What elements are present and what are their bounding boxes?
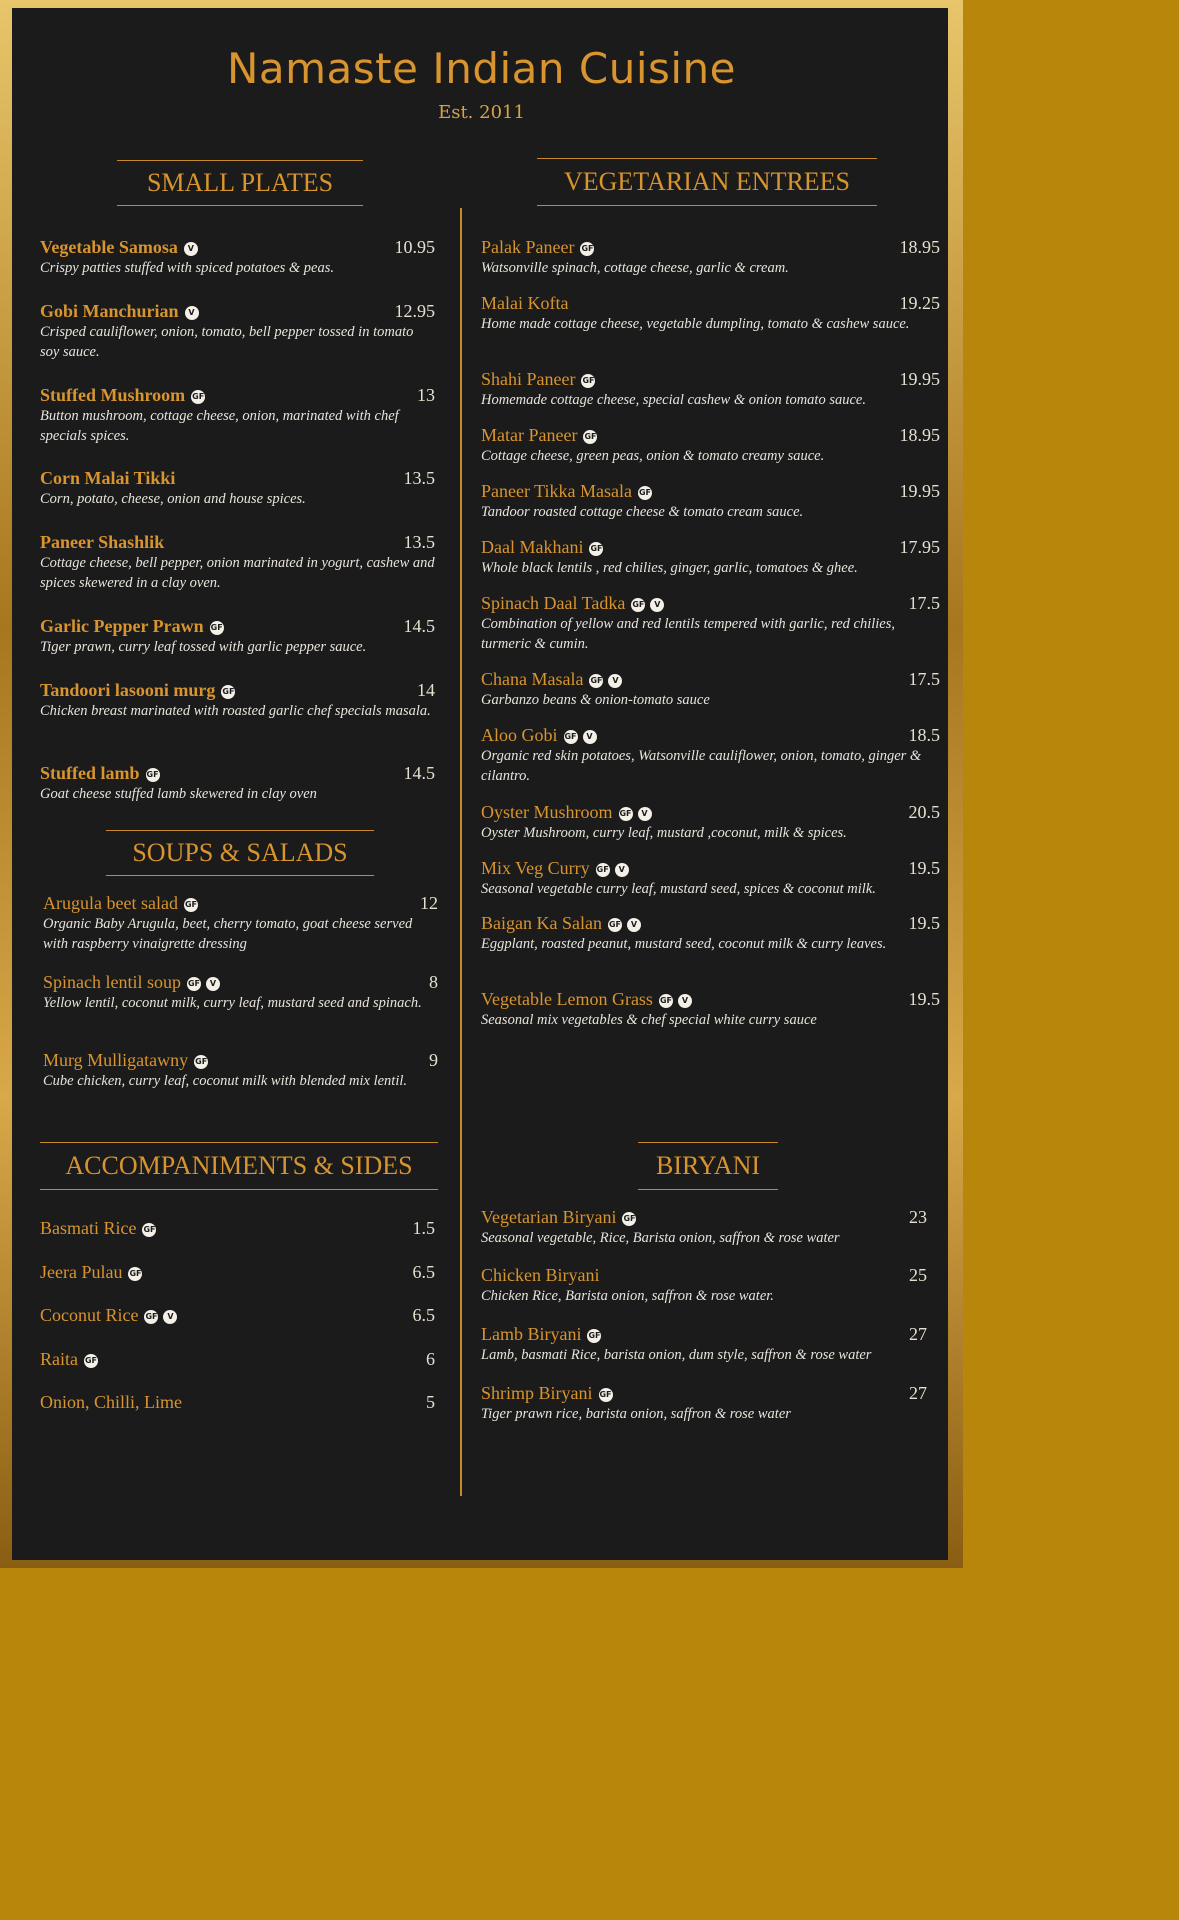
- item-name: Spinach Daal Tadka: [481, 593, 626, 613]
- item-name: Chicken Biryani: [481, 1265, 600, 1285]
- item-price: 6.5: [412, 1305, 435, 1325]
- menu-item-header: [40, 1305, 435, 1325]
- menu-item-header: [481, 293, 940, 313]
- item-description: Corn, potato, cheese, onion and house spices.: [40, 491, 306, 507]
- menu-item-header: [481, 913, 940, 933]
- menu-item-header: [40, 616, 435, 636]
- item-description: Button mushroom, cottage cheese, onion, marinated with chef specials spices.: [40, 408, 399, 444]
- menu-item: [43, 972, 438, 1013]
- item-description: Organic Baby Arugula, beet, cherry tomato, goat cheese served with raspberry vinaigrette dressing: [43, 916, 413, 952]
- gluten-free-icon: GF: [599, 1388, 613, 1402]
- item-price: 19.5: [908, 858, 940, 878]
- item-name: Raita: [40, 1349, 78, 1369]
- item-price: 9: [429, 1050, 438, 1070]
- item-description: Lamb, basmati Rice, barista onion, dum style, saffron & rose water: [481, 1347, 872, 1363]
- item-price: 14.5: [403, 616, 435, 636]
- item-price: 1.5: [412, 1218, 435, 1238]
- item-name: Aloo Gobi: [481, 725, 558, 745]
- vegan-icon: V: [615, 863, 629, 877]
- menu-item-header: [43, 1050, 438, 1070]
- column-divider: [460, 208, 462, 1496]
- item-name: Oyster Mushroom: [481, 802, 613, 822]
- item-price: 6.5: [412, 1262, 435, 1282]
- menu-item: [481, 913, 940, 954]
- item-name: Lamb Biryani: [481, 1324, 582, 1344]
- item-description: Tandoor roasted cottage cheese & tomato cream sauce.: [481, 504, 804, 520]
- menu-item-header: [40, 385, 435, 405]
- item-description: Homemade cottage cheese, special cashew & onion tomato sauce.: [481, 392, 866, 408]
- gluten-free-icon: GF: [638, 486, 652, 500]
- item-price: 20.5: [908, 802, 940, 822]
- gluten-free-icon: GF: [221, 685, 235, 699]
- gluten-free-icon: GF: [631, 598, 645, 612]
- item-name: Baigan Ka Salan: [481, 913, 602, 933]
- restaurant-title: Namaste Indian Cuisine: [226, 44, 736, 93]
- item-price: 13: [417, 385, 435, 405]
- vegan-icon: V: [650, 598, 664, 612]
- menu-item: [40, 532, 435, 593]
- item-description: Tiger prawn rice, barista onion, saffron & rose water: [481, 1406, 791, 1422]
- menu-item-header: [40, 532, 435, 552]
- menu-item-header: [481, 237, 940, 257]
- item-price: 6: [426, 1349, 435, 1369]
- vegan-icon: V: [206, 977, 220, 991]
- item-price: 17.5: [908, 669, 940, 689]
- item-price: 13.5: [403, 532, 435, 552]
- gluten-free-icon: GF: [596, 863, 610, 877]
- menu-item-header: [481, 481, 940, 501]
- menu-item: [40, 1305, 435, 1325]
- gluten-free-icon: GF: [581, 374, 595, 388]
- item-price: 27: [909, 1383, 927, 1403]
- item-price: 25: [909, 1265, 927, 1285]
- item-name: Shrimp Biryani: [481, 1383, 593, 1403]
- item-price: 14: [417, 680, 435, 700]
- menu-item: [40, 1392, 435, 1412]
- item-price: 18.5: [908, 725, 940, 745]
- gluten-free-icon: GF: [583, 430, 597, 444]
- menu-item: [40, 680, 435, 721]
- menu-item-header: [40, 468, 435, 488]
- gluten-free-icon: GF: [146, 768, 160, 782]
- menu-item-header: [481, 725, 940, 745]
- menu-item-header: [481, 989, 940, 1009]
- menu-item: [481, 989, 940, 1030]
- menu-item-header: [40, 301, 435, 321]
- item-price: 23: [909, 1207, 927, 1227]
- item-name: Matar Paneer: [481, 425, 578, 445]
- item-name: Stuffed Mushroom: [40, 385, 186, 405]
- gluten-free-icon: GF: [210, 621, 224, 635]
- item-description: Organic red skin potatoes, Watsonville cauliflower, onion, tomato, ginger & cilantro.: [481, 748, 922, 784]
- item-description: Chicken Rice, Barista onion, saffron & rose water.: [481, 1288, 774, 1304]
- item-description: Seasonal vegetable curry leaf, mustard seed, spices & coconut milk.: [481, 881, 876, 897]
- item-price: 12.95: [394, 301, 435, 321]
- gluten-free-icon: GF: [184, 898, 198, 912]
- menu-item: [40, 385, 435, 446]
- item-name: Paneer Shashlik: [40, 532, 165, 552]
- item-price: 19.95: [899, 481, 940, 501]
- item-price: 12: [420, 893, 438, 913]
- item-name: Mix Veg Curry: [481, 858, 590, 878]
- item-description: Garbanzo beans & onion-tomato sauce: [481, 692, 710, 708]
- item-name: Malai Kofta: [481, 293, 569, 313]
- item-price: 14.5: [403, 763, 435, 783]
- menu-item: [481, 802, 940, 843]
- item-description: Chicken breast marinated with roasted garlic chef specials masala.: [40, 703, 431, 719]
- gluten-free-icon: GF: [191, 390, 205, 404]
- item-description: Goat cheese stuffed lamb skewered in clay oven: [40, 786, 317, 802]
- menu-item: [40, 301, 435, 362]
- item-name: Vegetable Lemon Grass: [481, 989, 653, 1009]
- item-name: Vegetable Samosa: [40, 237, 178, 257]
- gluten-free-icon: GF: [622, 1212, 636, 1226]
- item-description: Combination of yellow and red lentils tempered with garlic, red chilies, turmeric & cumin.: [481, 616, 896, 652]
- item-name: Gobi Manchurian: [40, 301, 179, 321]
- menu-item: [40, 763, 435, 804]
- gluten-free-icon: GF: [187, 977, 201, 991]
- item-price: 18.95: [899, 237, 940, 257]
- menu-item-header: [40, 680, 435, 700]
- item-name: Paneer Tikka Masala: [481, 481, 632, 501]
- menu-item-header: [481, 593, 940, 613]
- gluten-free-icon: GF: [608, 918, 622, 932]
- gluten-free-icon: GF: [659, 994, 673, 1008]
- item-description: Eggplant, roasted peanut, mustard seed, coconut milk & curry leaves.: [481, 936, 887, 952]
- menu-item-header: [481, 669, 940, 689]
- section-title-small-plates: SMALL PLATES: [117, 160, 363, 206]
- item-name: Corn Malai Tikki: [40, 468, 176, 488]
- menu-item: [481, 669, 940, 710]
- gluten-free-icon: GF: [589, 542, 603, 556]
- item-description: Oyster Mushroom, curry leaf, mustard ,coconut, milk & spices.: [481, 825, 847, 841]
- item-price: 5: [426, 1392, 435, 1412]
- item-price: 27: [909, 1324, 927, 1344]
- menu-item-header: [481, 1265, 927, 1285]
- menu-item-header: [481, 1207, 927, 1227]
- item-description: Seasonal mix vegetables & chef special white curry sauce: [481, 1012, 817, 1028]
- item-description: Crispy patties stuffed with spiced potatoes & peas.: [40, 260, 335, 276]
- item-price: 17.95: [899, 537, 940, 557]
- menu-item: [481, 1383, 927, 1424]
- item-description: Yellow lentil, coconut milk, curry leaf, mustard seed and spinach.: [43, 995, 422, 1011]
- item-description: Seasonal vegetable, Rice, Barista onion, saffron & rose water: [481, 1230, 840, 1246]
- menu-item: [40, 237, 435, 278]
- menu-item: [481, 369, 940, 410]
- item-name: Garlic Pepper Prawn: [40, 616, 204, 636]
- item-name: Daal Makhani: [481, 537, 584, 557]
- menu-item-header: [40, 1218, 435, 1238]
- item-price: 19.5: [908, 913, 940, 933]
- vegan-icon: V: [184, 242, 198, 256]
- menu-item-header: [40, 1349, 435, 1369]
- section-title-soups-salads: SOUPS & SALADS: [106, 830, 374, 876]
- menu-item-header: [40, 1392, 435, 1412]
- menu-item: [481, 481, 940, 522]
- menu-item-header: [481, 1383, 927, 1403]
- item-description: Crisped cauliflower, onion, tomato, bell pepper tossed in tomato soy sauce.: [40, 324, 414, 360]
- item-name: Tandoori lasooni murg: [40, 680, 216, 700]
- item-description: Watsonville spinach, cottage cheese, garlic & cream.: [481, 260, 789, 276]
- item-price: 19.5: [908, 989, 940, 1009]
- item-name: Palak Paneer: [481, 237, 575, 257]
- menu-item: [481, 237, 940, 278]
- vegan-icon: V: [627, 918, 641, 932]
- item-price: 19.25: [899, 293, 940, 313]
- menu-item-header: [43, 893, 438, 913]
- established-year: Est. 2011: [438, 102, 525, 123]
- vegan-icon: V: [678, 994, 692, 1008]
- gluten-free-icon: GF: [564, 730, 578, 744]
- vegan-icon: V: [163, 1310, 177, 1324]
- menu-item: [481, 858, 940, 899]
- item-description: Cube chicken, curry leaf, coconut milk with blended mix lentil.: [43, 1073, 408, 1089]
- gluten-free-icon: GF: [589, 674, 603, 688]
- menu-item-header: [40, 763, 435, 783]
- menu-item: [481, 537, 940, 578]
- menu-item: [481, 725, 940, 786]
- item-description: Tiger prawn, curry leaf tossed with garlic pepper sauce.: [40, 639, 367, 655]
- menu-item: [481, 425, 940, 466]
- menu-item: [40, 616, 435, 657]
- menu-item-header: [481, 425, 940, 445]
- menu-item-header: [40, 1262, 435, 1282]
- item-name: Stuffed lamb: [40, 763, 140, 783]
- section-title-biryani: BIRYANI: [638, 1142, 778, 1190]
- vegan-icon: V: [583, 730, 597, 744]
- item-name: Vegetarian Biryani: [481, 1207, 617, 1227]
- item-price: 18.95: [899, 425, 940, 445]
- gluten-free-icon: GF: [580, 242, 594, 256]
- vegan-icon: V: [638, 807, 652, 821]
- gluten-free-icon: GF: [84, 1354, 98, 1368]
- item-name: Arugula beet salad: [43, 893, 178, 913]
- item-name: Onion, Chilli, Lime: [40, 1392, 182, 1412]
- item-name: Coconut Rice: [40, 1305, 139, 1325]
- menu-item: [481, 593, 940, 654]
- item-name: Murg Mulligatawny: [43, 1050, 189, 1070]
- menu-item: [481, 293, 940, 334]
- gluten-free-icon: GF: [619, 807, 633, 821]
- item-description: Cottage cheese, bell pepper, onion marinated in yogurt, cashew and spices skewered in a clay oven.: [40, 555, 435, 591]
- menu-item: [481, 1324, 927, 1365]
- item-price: 19.95: [899, 369, 940, 389]
- menu-item: [481, 1207, 927, 1248]
- item-name: Shahi Paneer: [481, 369, 576, 389]
- gluten-free-icon: GF: [194, 1055, 208, 1069]
- item-name: Spinach lentil soup: [43, 972, 181, 992]
- menu-item-header: [481, 858, 940, 878]
- section-title-accompaniments: ACCOMPANIMENTS & SIDES: [40, 1142, 438, 1190]
- section-title-vegetarian-entrees: VEGETARIAN ENTREES: [537, 158, 877, 206]
- menu-item-header: [481, 1324, 927, 1344]
- menu-item-header: [481, 369, 940, 389]
- menu-item-header: [43, 972, 438, 992]
- item-description: Whole black lentils , red chilies, ginger, garlic, tomatoes & ghee.: [481, 560, 858, 576]
- item-description: Home made cottage cheese, vegetable dumpling, tomato & cashew sauce.: [481, 316, 910, 332]
- menu-item: [40, 1218, 435, 1238]
- menu-item: [43, 1050, 438, 1091]
- item-price: 17.5: [908, 593, 940, 613]
- gluten-free-icon: GF: [144, 1310, 158, 1324]
- menu-item-header: [481, 802, 940, 822]
- gluten-free-icon: GF: [128, 1267, 142, 1281]
- gluten-free-icon: GF: [142, 1223, 156, 1237]
- item-name: Jeera Pulau: [40, 1262, 123, 1282]
- menu-item-header: [40, 237, 435, 257]
- menu-item: [481, 1265, 927, 1306]
- item-price: 10.95: [394, 237, 435, 257]
- item-name: Chana Masala: [481, 669, 584, 689]
- item-price: 8: [429, 972, 438, 992]
- gluten-free-icon: GF: [587, 1329, 601, 1343]
- menu-item: [40, 1262, 435, 1282]
- menu-item-header: [481, 537, 940, 557]
- item-description: Cottage cheese, green peas, onion & tomato creamy sauce.: [481, 448, 825, 464]
- vegan-icon: V: [185, 306, 199, 320]
- menu-item: [40, 1349, 435, 1369]
- item-name: Basmati Rice: [40, 1218, 137, 1238]
- item-price: 13.5: [403, 468, 435, 488]
- vegan-icon: V: [608, 674, 622, 688]
- menu-item: [43, 893, 438, 954]
- menu-item: [40, 468, 435, 509]
